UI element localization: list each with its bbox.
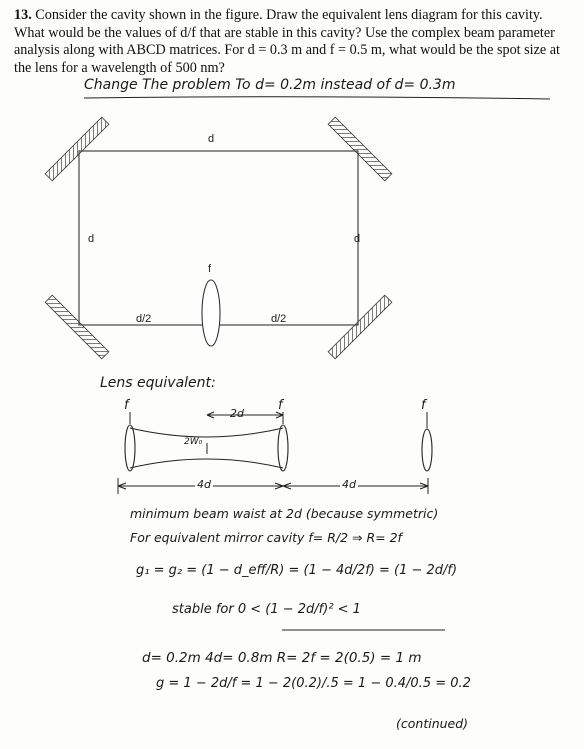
continued-note: (continued)	[396, 716, 469, 731]
label-lens-f: f	[208, 263, 212, 275]
lens-f-left: f	[124, 398, 129, 413]
lens-equivalent-diagram	[118, 412, 432, 494]
lens-f-right: f	[421, 398, 426, 413]
label-left-half: d/2	[136, 313, 152, 325]
mirror-top-left	[45, 117, 109, 181]
change-note: Change The problem To d= 0.2m instead of d= 0.3m	[84, 77, 456, 93]
equivalent-mirror-note: For equivalent mirror cavity f= R/2 ⇒ R= 2f	[130, 530, 402, 545]
lens-f-mid: f	[278, 398, 283, 413]
lens-waist: 2W₀	[184, 437, 203, 447]
lens-four-d-left: 4d	[197, 478, 211, 491]
mirror-top-right	[328, 117, 392, 181]
stability-condition: stable for 0 < (1 − 2d/f)² < 1	[172, 602, 361, 617]
label-left-d: d	[88, 233, 95, 245]
lens-four-d-right: 4d	[342, 478, 356, 491]
minimum-waist-note: minimum beam waist at 2d (because symmetric)	[130, 506, 439, 521]
problem-number: 13.	[14, 7, 32, 23]
mirror-bottom-right	[328, 295, 392, 359]
label-right-d: d	[354, 233, 361, 245]
lens	[202, 280, 220, 346]
values-line: d= 0.2m 4d= 0.8m R= 2f = 2(0.5) = 1 m	[142, 650, 422, 666]
g-equation: g₁ = g₂ = (1 − d_eff/R) = (1 − 4d/2f) = (1 − 2d/f)	[136, 563, 458, 578]
mirror-bottom-left	[45, 295, 109, 359]
lens-equivalent-title: Lens equivalent:	[100, 375, 216, 391]
lens-two-d: 2d	[230, 407, 244, 420]
problem-text: Consider the cavity shown in the figure. Draw the equivalent lens diagram for this cavity. What would be the values of d/f that are stable in this cavity? Use the complex beam parameter analysis along with ABCD matrices. For d = 0.3 m and f = 0.5 m, what would be the spot size at the lens for a wavelength of 500 nm?	[14, 7, 560, 76]
label-right-half: d/2	[271, 313, 287, 325]
g-value-line: g = 1 − 2d/f = 1 − 2(0.2)/.5 = 1 − 0.4/0.5 = 0.2	[156, 676, 471, 691]
label-top-d: d	[208, 133, 215, 145]
